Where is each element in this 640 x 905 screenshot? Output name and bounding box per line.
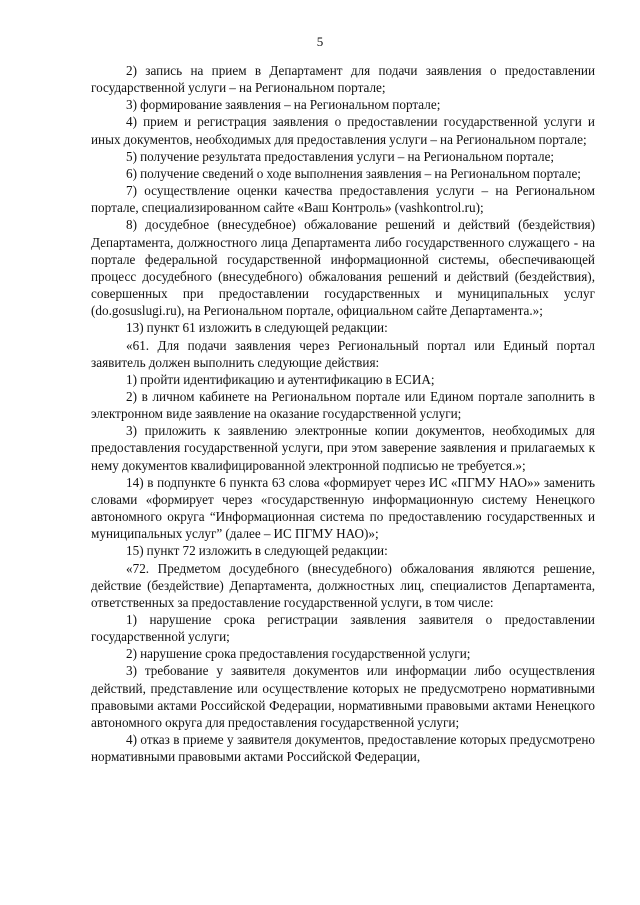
paragraph: «61. Для подачи заявления через Региональный портал или Единый портал заявитель должен выполнить следующие действия: bbox=[91, 337, 595, 370]
paragraph: 5) получение результата предоставления услуги – на Региональном портале; bbox=[126, 148, 555, 164]
paragraph: 4) отказ в приеме у заявителя документов, предоставление которых предусмотрено нормативными правовыми актами Российской Федерации, bbox=[91, 732, 595, 765]
paragraph: 4) прием и регистрация заявления о предоставлении государственной услуги и иных документов, необходимых для предоставления услуги – на Региональном портале; bbox=[91, 114, 595, 147]
paragraph: 3) приложить к заявлению электронные копии документов, необходимых для предоставления государственной услуги, при этом заверение заявления и прилагаемых к нему документов квалифицированной электронной подписью не требуется.»; bbox=[91, 423, 595, 473]
paragraph: 14) в подпункте 6 пункта 63 слова «формирует через ИС «ПГМУ НАО»» заменить словами «формирует через «государственную информационную систему Ненецкого автономного округа “Информационная система по предоставлению государственных и муниципальных услуг” (далее – ИС ПГМУ НАО)»; bbox=[91, 474, 595, 542]
paragraph: 3) формирование заявления – на Региональном портале; bbox=[126, 97, 441, 113]
paragraph: 8) досудебное (внесудебное) обжалование решений и действий (бездействия) Департамента, должностного лица Департамента либо государственного служащего - на портале федеральной государственной информационной системы, обеспечивающей процесс досудебного (внесудебного) обжалования решений и действий (бездействия), совершенных при предоставлении государственных и муниципальных услуг (do.gosuslugi.ru), на Региональном портале, официальном сайте Департамента.»; bbox=[91, 217, 595, 319]
paragraph: 13) пункт 61 изложить в следующей редакции: bbox=[126, 320, 388, 336]
paragraph: 2) нарушение срока предоставления государственной услуги; bbox=[126, 646, 471, 662]
page-number: 5 bbox=[316, 34, 324, 49]
paragraph: 2) в личном кабинете на Региональном портале или Едином портале заполнить в электронном виде заявление на оказание государственной услуги; bbox=[91, 388, 595, 422]
paragraph: 6) получение сведений о ходе выполнения заявления – на Региональном портале; bbox=[126, 165, 581, 181]
paragraph: 3) требование у заявителя документов или информации либо осуществления действий, представление или осуществление которых не предусмотрено нормативными правовыми актами Российской Федерации, нормативными правовыми актами Ненецкого автономного округа для предоставления государственной услуги; bbox=[91, 663, 595, 730]
paragraph: 15) пункт 72 изложить в следующей редакции: bbox=[126, 543, 388, 559]
paragraph: «72. Предметом досудебного (внесудебного) обжалования являются решение, действие (бездействие) Департамента, должностных лиц, специалистов Департамента, ответственных за предоставление государственной услуги, в том числе: bbox=[91, 560, 595, 610]
paragraph: 1) нарушение срока регистрации заявления заявителя о предоставлении государственной услуги; bbox=[91, 612, 595, 645]
paragraph: 1) пройти идентификацию и аутентификацию в ЕСИА; bbox=[126, 371, 435, 387]
paragraph: 2) запись на прием в Департамент для подачи заявления о предоставлении государственной услуги – на Региональном портале; bbox=[91, 63, 595, 96]
paragraph: 7) осуществление оценки качества предоставления услуги – на Региональном портале, специализированном сайте «Ваш Контроль» (vashkontrol.ru); bbox=[91, 183, 595, 216]
document-body bbox=[91, 62, 595, 765]
